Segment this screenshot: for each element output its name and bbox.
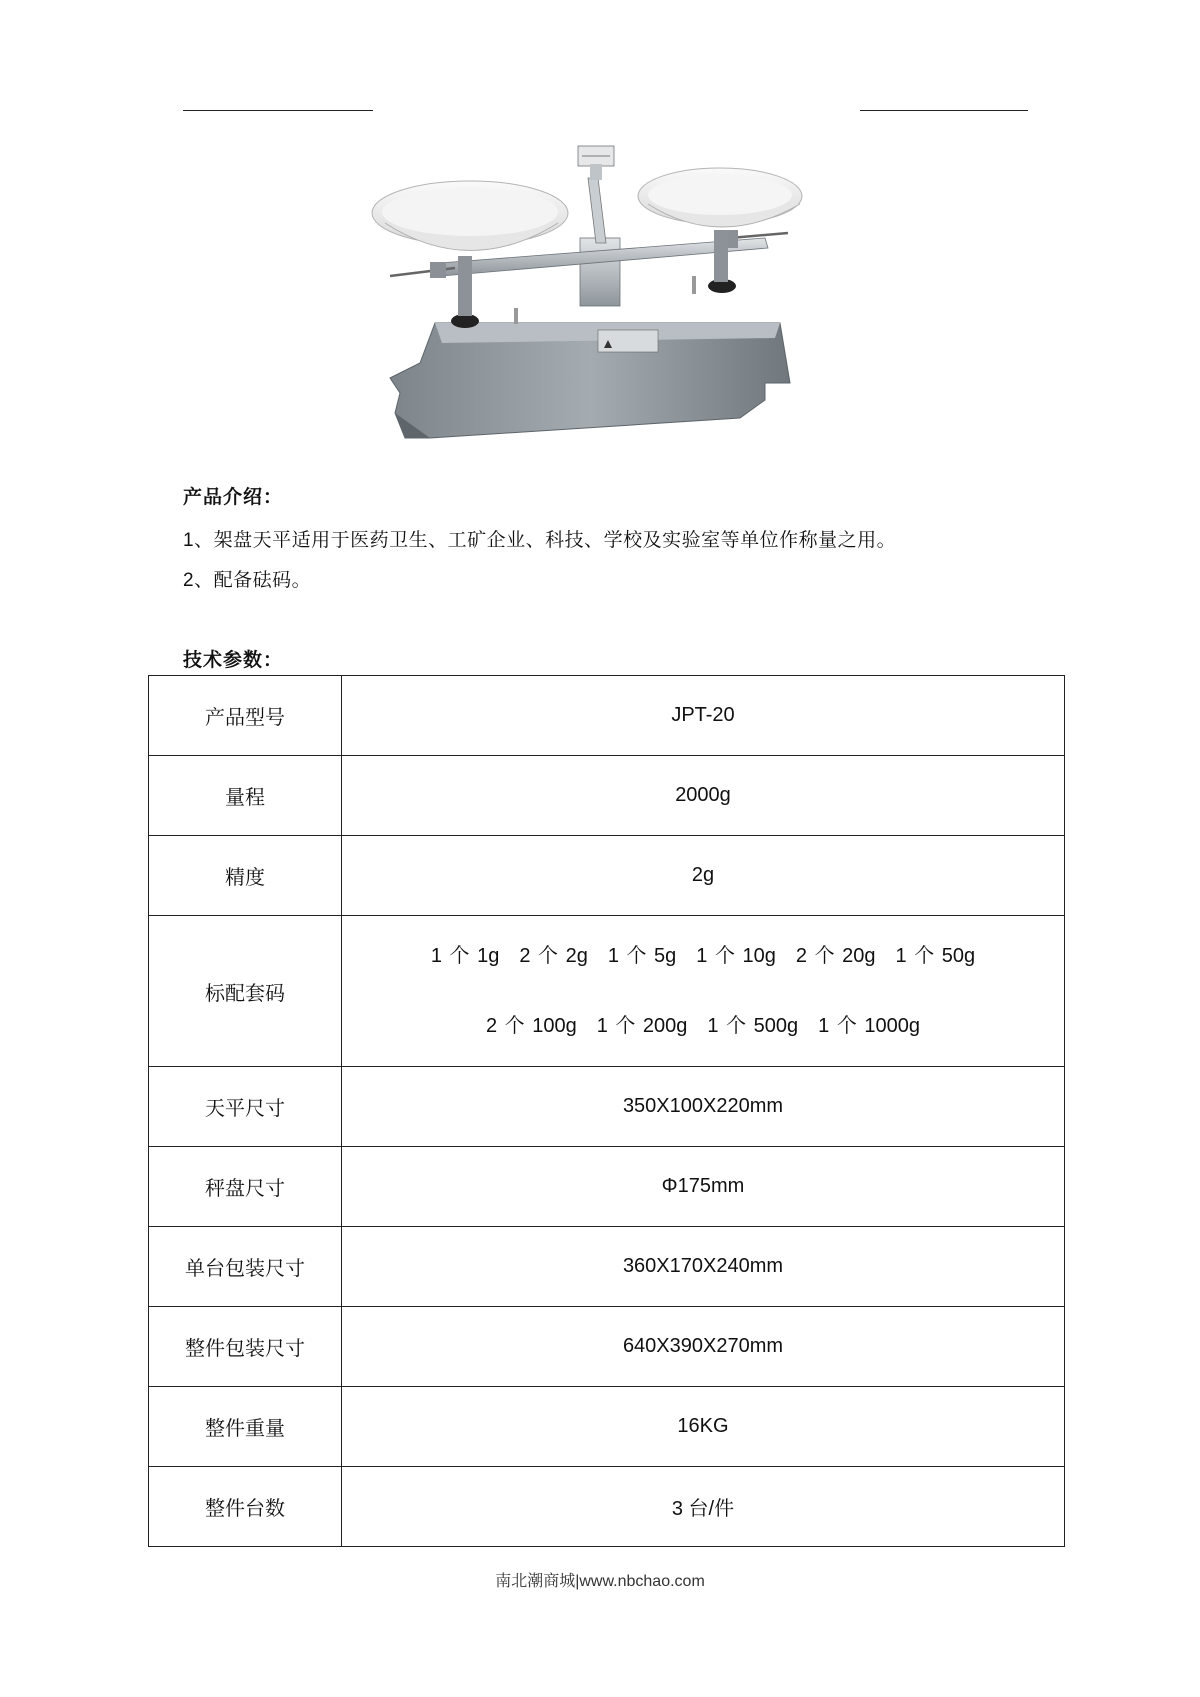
- header-rule-right: [860, 110, 1028, 111]
- spec-label: 整件重量: [149, 1387, 342, 1467]
- table-row: [149, 1067, 1065, 1147]
- footer-link[interactable]: 南北潮商城|www.nbchao.com: [495, 1573, 705, 1590]
- spec-label: 秤盘尺寸: [149, 1147, 342, 1227]
- spec-label: 整件包装尺寸: [149, 1307, 342, 1387]
- spec-value: JPT-20: [342, 676, 1065, 756]
- specs-heading: 技术参数：: [183, 650, 284, 671]
- spec-table: [148, 675, 1065, 1547]
- table-row: [149, 756, 1065, 836]
- spec-value: [342, 916, 1065, 1067]
- table-row: [149, 1387, 1065, 1467]
- weights-line-1: 1 个 1g 2 个 2g 1 个 5g 1 个 10g 2 个 20g 1 个 50g: [430, 945, 976, 967]
- table-row: [149, 1467, 1065, 1547]
- spec-label: 产品型号: [149, 676, 342, 756]
- table-row: [149, 1147, 1065, 1227]
- table-row: [149, 1307, 1065, 1387]
- spec-value: 350X100X220mm: [342, 1067, 1065, 1147]
- spec-value: 16KG: [342, 1387, 1065, 1467]
- spec-value: 360X170X240mm: [342, 1227, 1065, 1307]
- spec-value: 2g: [342, 836, 1065, 916]
- spec-label: 量程: [149, 756, 342, 836]
- product-photo-balance: [370, 138, 860, 448]
- spec-value: 3 台/件: [342, 1467, 1065, 1547]
- header-rule-left: [183, 110, 373, 111]
- table-row: [149, 836, 1065, 916]
- weights-line-2: 2 个 100g 1 个 200g 1 个 500g 1 个 1000g: [485, 1015, 921, 1037]
- table-row: [149, 676, 1065, 756]
- spec-value: 640X390X270mm: [342, 1307, 1065, 1387]
- spec-label: 单台包装尺寸: [149, 1227, 342, 1307]
- table-row: [149, 916, 1065, 1067]
- spec-label: 天平尺寸: [149, 1067, 342, 1147]
- spec-label: 标配套码: [149, 916, 342, 1067]
- spec-value: Φ175mm: [342, 1147, 1065, 1227]
- intro-heading: 产品介绍：: [183, 487, 284, 508]
- table-row: [149, 1227, 1065, 1307]
- spec-label: 精度: [149, 836, 342, 916]
- spec-value: 2000g: [342, 756, 1065, 836]
- intro-line-1: 1、架盘天平适用于医药卫生、工矿企业、科技、学校及实验室等单位作称量之用。: [183, 530, 897, 551]
- spec-label: 整件台数: [149, 1467, 342, 1547]
- intro-line-2: 2、配备砝码。: [183, 570, 312, 591]
